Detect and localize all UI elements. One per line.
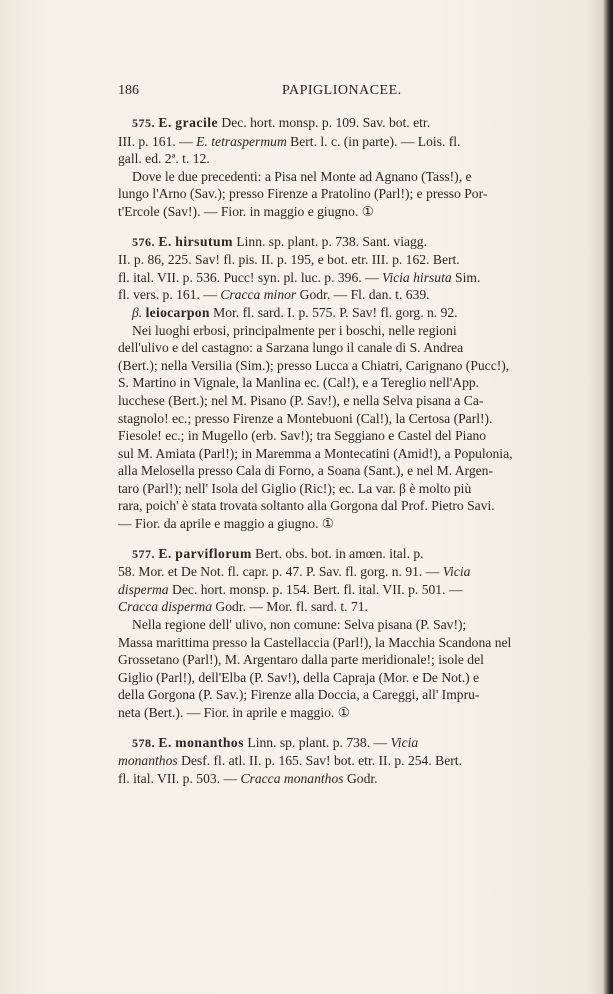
species-name: monanthos — [175, 734, 244, 750]
citation-text: fl. ital. VII. p. 536. Pucc! syn. pl. luc. p. 396. — — [118, 269, 383, 285]
entry-line — [118, 480, 543, 498]
entry-line — [118, 497, 543, 515]
entry-line — [118, 185, 543, 203]
entry-line — [118, 233, 543, 252]
entry-line — [118, 269, 543, 287]
synonym-name: Vicia — [442, 564, 471, 580]
habitat-text: Giglio (Parl!), dell'Elba (P. Sav!), della Capraja (Mor. e De Not.) e — [118, 669, 480, 685]
citation-text: fl. vers. p. 161. — — [118, 287, 221, 303]
citation-text: Sim. — [451, 269, 481, 285]
entry-line — [118, 581, 543, 599]
citation-text: II. p. 86, 225. Sav! fl. pis. II. p. 195, e bot. etr. III. p. 162. Bert. — [118, 252, 460, 268]
habitat-text: t'Ercole (Sav!). — Fior. in maggio e giugno. ① — [118, 203, 374, 219]
habitat-text: Nei luoghi erbosi, principalmente per i boschi, nelle regioni — [132, 322, 457, 338]
entry-line — [118, 598, 543, 616]
citation-text: Bert. l. c. (in parte). — Lois. fl. — [286, 133, 461, 149]
synonym-name: E. tetraspermum — [196, 133, 287, 149]
entry-line — [118, 392, 543, 410]
entry-line — [118, 286, 543, 304]
genus-abbrev: E. — [158, 734, 172, 750]
species-entry-578 — [118, 734, 543, 788]
habitat-text: taro (Parl!); nell' Isola del Giglio (Ric!); ec. La var. β è molto più — [118, 480, 472, 496]
entry-line — [118, 203, 543, 221]
entry-line — [118, 563, 543, 581]
habitat-text: — Fior. da aprile e maggio a giugno. ① — [118, 516, 335, 532]
variety-label: β. — [132, 304, 143, 320]
entry-line — [118, 752, 543, 770]
entry-line — [118, 651, 543, 669]
text-block — [118, 82, 543, 799]
genus-abbrev: E. — [158, 545, 172, 561]
species-name: gracile — [175, 115, 219, 130]
entry-line — [118, 545, 543, 564]
entry-line — [118, 445, 543, 463]
citation-text: Dec. hort. monsp. p. 109. Sav. bot. etr. — [218, 115, 431, 130]
book-spine-shadow — [603, 0, 613, 994]
entry-line — [118, 669, 543, 687]
running-head: PAPIGLIONACEE. — [282, 83, 402, 98]
citation-text: fl. ital. VII. p. 503. — — [118, 770, 241, 786]
habitat-text: Fiesole! ec.; in Mugello (erb. Sav!); tra Seggiano e Castel del Piano — [118, 428, 487, 444]
genus-abbrev: E. — [158, 115, 172, 130]
entry-line — [118, 410, 543, 428]
habitat-text: della Gorgona (P. Sav.); Firenze alla Doccia, a Careggi, all' Impru- — [118, 687, 480, 703]
entry-line — [118, 133, 543, 151]
citation-text: Godr. — Mor. fl. sard. t. 71. — [212, 599, 368, 615]
entry-line — [118, 114, 543, 133]
entry-line — [118, 427, 543, 445]
citation-text: III. p. 161. — — [118, 133, 197, 149]
habitat-text: stagnolo! ec.; presso Firenze a Montebuoni (Cal!), la Certosa (Parl!). — [118, 410, 493, 426]
citation-text: gall. ed. 2ª. t. 12. — [118, 151, 210, 167]
entry-line — [118, 770, 543, 788]
entry-line — [118, 357, 543, 375]
habitat-text: S. Martino in Vignale, la Manlina ec. (Cal!), e a Tereglio nell'App. — [118, 375, 480, 391]
synonym-name: Cracca disperma — [118, 599, 213, 615]
habitat-text: lungo l'Arno (Sav.); presso Firenze a Pratolino (Parl!); e presso Por- — [118, 186, 488, 202]
species-name: parviflorum — [175, 545, 252, 561]
habitat-text: neta (Bert.). — Fior. in aprile e maggio. ① — [118, 705, 350, 720]
citation-text: Dec. hort. monsp. p. 154. Bert. fl. ital. VII. p. 501. — — [168, 581, 463, 597]
synonym-name: disperma — [118, 581, 169, 597]
habitat-text: Massa marittima presso la Castellaccia (Parl!), la Macchia Scandona nel — [118, 634, 512, 650]
variety-name: leiocarpon — [145, 304, 210, 320]
genus-abbrev: E. — [158, 233, 172, 249]
entry-line — [118, 374, 543, 392]
citation-text: Godr. — Fl. dan. t. 639. — [296, 287, 430, 303]
habitat-text: Dove le due precedenti: a Pisa nel Monte ad Agnano (Tass!), e — [132, 168, 472, 184]
citation-text: Linn. sp. plant. p. 738. — — [244, 734, 391, 750]
citation-text: Mor. fl. sard. I. p. 575. P. Sav! fl. gorg. n. 92. — [209, 304, 458, 320]
entry-line — [118, 339, 543, 357]
species-name: hirsutum — [175, 233, 233, 249]
synonym-name: Vicia — [390, 734, 419, 750]
entry-line — [118, 704, 543, 722]
species-entry-575 — [118, 114, 543, 221]
species-entry-577 — [118, 545, 543, 722]
habitat-text: (Bert.); nella Versilia (Sim.); presso Lucca a Chiatri, Carignano (Pucc!), — [118, 357, 510, 373]
citation-text: Godr. — [343, 770, 378, 786]
species-entry-576 — [118, 233, 543, 533]
synonym-name: Cracca monanthos — [240, 770, 344, 786]
synonym-name: Cracca minor — [220, 287, 297, 303]
habitat-text: Grossetano (Parl!), M. Argentaro dalla parte meridionale!; isole del — [118, 652, 484, 668]
citation-text: Bert. obs. bot. in amœn. ital. p. — [251, 545, 424, 561]
entry-line — [118, 686, 543, 704]
variety-line — [118, 304, 543, 322]
entry-line — [118, 462, 543, 480]
citation-text: 58. Mor. et De Not. fl. capr. p. 47. P. Sav. fl. gorg. n. 91. — — [118, 564, 443, 580]
entry-line — [118, 734, 543, 753]
citation-text: Desf. fl. atl. II. p. 165. Sav! bot. etr. II. p. 254. Bert. — [177, 753, 462, 769]
entry-line — [118, 515, 543, 533]
entry-line — [118, 251, 543, 269]
entry-line — [118, 168, 543, 186]
habitat-text: alla Melosella presso Cala di Forno, a Soana (Sant.), e nel M. Argen- — [118, 463, 494, 479]
synonym-name: Vicia hirsuta — [382, 269, 452, 285]
entry-number: 575. — [132, 116, 155, 130]
habitat-text: dell'ulivo e del castagno: a Sarzana lungo il canale di S. Andrea — [118, 340, 464, 356]
entry-line — [118, 322, 543, 340]
entry-line — [118, 150, 543, 168]
habitat-text: Nella regione dell' ulivo, non comune: Selva pisana (P. Sav!); — [132, 617, 467, 633]
page-header — [118, 82, 543, 104]
habitat-text: lucchese (Bert.); nel M. Pisano (P. Sav!), e nella Selva pisana a Ca- — [118, 392, 484, 408]
entry-number: 578. — [132, 735, 155, 750]
entry-number: 577. — [132, 546, 155, 561]
habitat-text: sul M. Amiata (Parl!); in Maremma a Montecatini (Amid!), a Populonia, — [118, 445, 513, 461]
entry-number: 576. — [132, 234, 155, 249]
synonym-name: monanthos — [118, 753, 178, 769]
entry-line — [118, 634, 543, 652]
habitat-text: rara, poich' è stata trovata soltanto alla Gorgona dal Prof. Pietro Savi. — [118, 498, 495, 514]
page-number: 186 — [118, 83, 139, 98]
citation-text: Linn. sp. plant. p. 738. Sant. viagg. — [232, 233, 427, 249]
entry-line — [118, 616, 543, 634]
